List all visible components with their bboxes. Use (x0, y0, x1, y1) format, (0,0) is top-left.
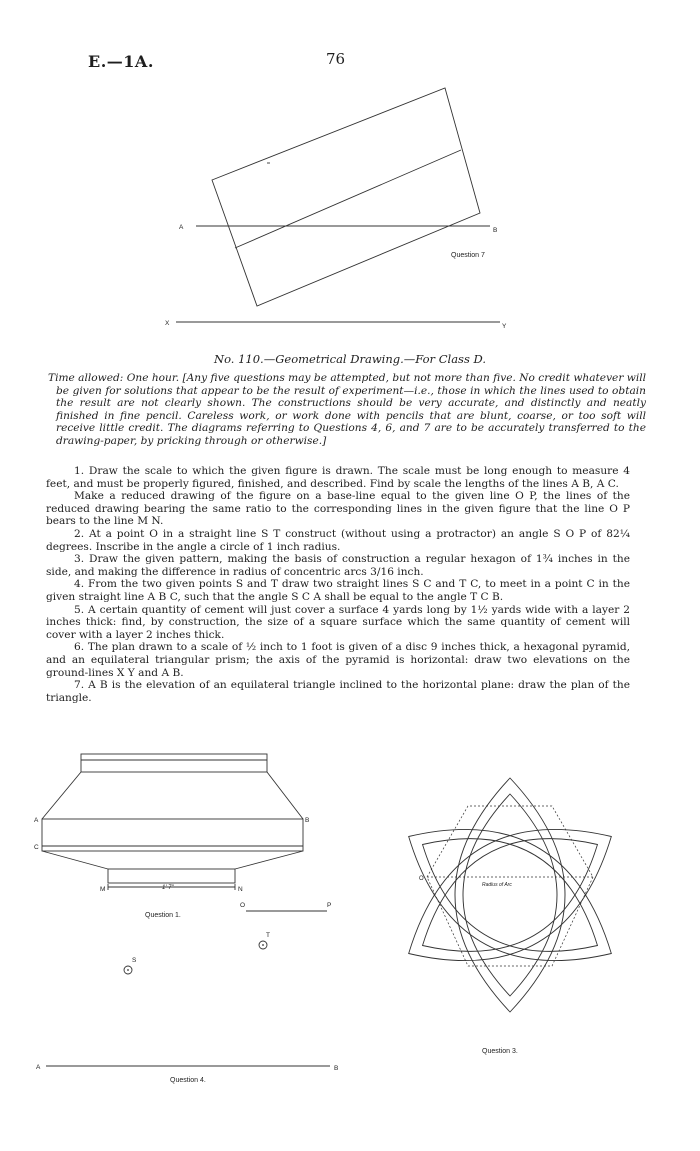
q1-label-n: N (238, 886, 243, 893)
q3-label-o: O (419, 876, 424, 882)
q1-dim-label: 1' 7" (162, 885, 174, 891)
q1-slope-right (267, 772, 303, 819)
q1-base-right (235, 851, 303, 869)
q1-foot (108, 869, 235, 883)
figure-question-7 (176, 88, 500, 322)
page-number: 76 (326, 50, 346, 68)
question-6: 6. The plan drawn to a scale of ½ inch to 1 foot is given of a disc 9 inches thick, a hexagonal pyramid, and an equilateral triangular prism; the axis of the pyramid is horizontal: draw two elevations on the ground-lines X Y and A B. (46, 641, 630, 679)
question-1-continued: Make a reduced drawing of the figure on a base-line equal to the given line O P, the lines of the reduced drawing bearing the same ratio to the corresponding lines in the given figure that the line O P bears to the line M N. (46, 490, 630, 528)
exam-title: No. 110.—Geometrical Drawing.—For Class D. (214, 352, 486, 366)
q4-label-a: A (36, 1064, 41, 1071)
question-2: 2. At a point O in a straight line S T construct (without using a protractor) an angle S O P of 82¼ degrees. Inscribe in the angle a circle of 1 inch radius. (46, 527, 630, 553)
q1-label-a: A (34, 817, 39, 824)
q4-caption: Question 4. (170, 1077, 206, 1084)
document-reference: E.—1A. (88, 52, 154, 71)
q7-prism-edge (235, 150, 461, 248)
figure-question-3 (381, 778, 639, 1012)
q7-prism-outline (212, 88, 480, 306)
figure-question-4 (46, 941, 330, 1066)
question-3: 3. Draw the given pattern, making the basis of construction a regular hexagon of 1¾ inches in the side, and making the difference in radius of concentric arcs 3/16 inch. (46, 553, 630, 578)
q4-label-b: B (334, 1065, 339, 1072)
q1-top-band (81, 754, 267, 772)
q4-point-s-dot (127, 969, 129, 971)
q1-slope-left (42, 772, 81, 819)
question-7: 7. A B is the elevation of an equilateral triangle inclined to the horizontal plane: draw the plan of the triangle. (46, 679, 630, 704)
q1-label-c: C (34, 844, 39, 851)
exam-instructions: Time allowed: One hour. [Any five questions may be attempted, but not more than five. No credit whatever will be given for solutions that appear to be the result of experiment—i.e., those in which the lines used to obtain the result are not clearly shown. The constructions should be very accurate, and distinctly and neatly finished in fine pencil. Careless work, or work done with pencils that are blunt, coarse, or too soft will receive little credit. The diagrams referring to Questions 4, 6, and 7 are to be accurately transferred to the drawing-paper, by pricking through or otherwise.] (48, 372, 646, 447)
q7-label-b: B (493, 227, 498, 234)
q1-base-left (42, 851, 108, 869)
q3-radius-note: Radius of Arc (482, 882, 512, 888)
q3-lens-diagonal-1 (381, 789, 639, 1001)
q7-label-y: Y (502, 323, 507, 330)
q7-caption: Question 7 (451, 252, 485, 259)
q1-label-o: O (240, 902, 246, 909)
questions-list (46, 465, 630, 704)
q1-label-m: M (100, 886, 106, 893)
question-1: 1. Draw the scale to which the given figure is drawn. The scale must be long enough to measure 4 feet, and must be properly figured, finished, and described. Find by scale the lengths of the lines A B, A C. (46, 465, 630, 490)
q7-label-a: A (179, 224, 184, 231)
q1-label-b: B (305, 817, 310, 824)
q4-label-s: S (132, 957, 137, 964)
q3-lens-vertical (455, 778, 565, 1012)
q3-caption: Question 3. (482, 1048, 518, 1055)
question-4: 4. From the two given points S and T draw two straight lines S C and T C, to meet in a point C in the given straight line A B C, such that the angle S C A shall be equal to the angle T C B. (46, 578, 630, 603)
figure-question-1 (42, 754, 327, 911)
q1-caption: Question 1. (145, 912, 181, 919)
q4-label-t: T (266, 932, 270, 939)
question-5: 5. A certain quantity of cement will just cover a surface 4 yards long by 1½ yards wide with a layer 2 inches thick: find, by construction, the size of a square surface which the same quantity of cement will cover with a layer 2 inches thick. (46, 603, 630, 641)
q7-label-x: X (165, 320, 170, 327)
q1-label-p: P (327, 902, 332, 909)
q3-lens-diagonal-2 (381, 789, 639, 1001)
q4-point-t-dot (262, 944, 264, 946)
